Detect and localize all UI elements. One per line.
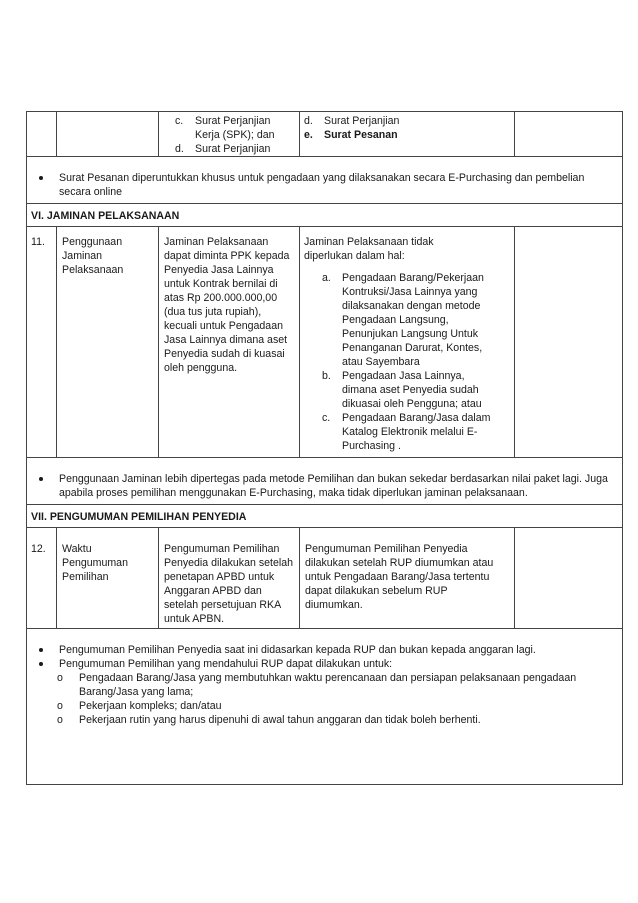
remarks-cell — [515, 528, 623, 629]
row-topic: Penggunaan Jaminan Pelaksanaan — [57, 227, 159, 458]
new-rule-intro: Jaminan Pelaksanaan tidak diperlukan dalam hal: — [304, 236, 434, 262]
sub-item: o Pengadaan Barang/Jasa yang membutuhkan waktu perencanaan dan persiapan pelaksanaan pengadaan Barang/Jasa yang lama; — [57, 672, 577, 698]
comparison-table — [26, 111, 623, 785]
bullet-icon — [39, 477, 43, 481]
list-item: c. Pengadaan Barang/Jasa dalam Katalog Elektronik melalui E-Purchasing . — [322, 412, 491, 452]
note-row — [27, 157, 623, 204]
bullet-icon — [39, 662, 43, 666]
section-header-row — [27, 505, 623, 528]
old-rule-text: Pengumuman Pemilihan Penyedia dilakukan setelah penetapan APBD untuk Anggaran APBD dan setelah persetujuan RKA untuk APBN. — [159, 528, 300, 629]
list-item: b. Pengadaan Jasa Lainnya, dimana aset Penyedia sudah dikuasai oleh Pengguna; atau — [322, 370, 482, 410]
row-number: 12. — [27, 528, 57, 629]
table-row — [27, 227, 623, 458]
note-item: Surat Pesanan diperuntukkan khusus untuk pengadaan yang dilaksanakan secara E-Purchasing dan pembelian secara online — [27, 171, 618, 199]
table-row — [27, 112, 623, 157]
table-row — [27, 528, 623, 629]
bullet-icon — [39, 648, 43, 652]
remarks-cell — [515, 227, 623, 458]
row-topic: Waktu Pengumuman Pemilihan — [57, 528, 159, 629]
section-header-row — [27, 204, 623, 227]
new-rule-text: Pengumuman Pemilihan Penyedia dilakukan setelah RUP diumumkan atau untuk Pengadaan Barang/Jasa tertentu dapat dilakukan sebelum RUP diumumkan. — [300, 528, 515, 629]
note-item: Pengumuman Pemilihan yang mendahului RUP dapat dilakukan untuk: — [27, 657, 618, 671]
note-item: Penggunaan Jaminan lebih dipertegas pada metode Pemilihan dan bukan sekedar berdasarkan nilai paket lagi. Juga apabila proses pemilihan menggunakan E-Purchasing, maka tidak diperlukan jaminan pelaksanaan. — [27, 472, 618, 500]
bullet-icon — [39, 176, 43, 180]
list-item: d. Surat Perjanjian — [304, 115, 400, 127]
old-rule-text: Jaminan Pelaksanaan dapat diminta PPK kepada Penyedia Jasa Lainnya untuk Kontrak bernilai di atas Rp 200.000.000,00 (dua tus juta rupiah), kecuali untuk Pengadaan Jasa Lainnya dimana aset Penyedia sudah di kuasai oleh pengguna. — [159, 227, 300, 458]
list-item: d. Surat Perjanjian — [175, 143, 271, 155]
remarks-cell — [515, 112, 623, 157]
note-row — [27, 629, 623, 785]
section-title: VII. PENGUMUMAN PEMILIHAN PENYEDIA — [27, 505, 623, 528]
sub-item: o Pekerjaan rutin yang harus dipenuhi di awal tahun anggaran dan tidak boleh berhenti. — [57, 714, 481, 726]
document-page — [26, 111, 622, 785]
old-rule-cell — [159, 112, 300, 157]
new-rule-cell — [300, 112, 515, 157]
section-title: VI. JAMINAN PELAKSANAAN — [27, 204, 623, 227]
note-row — [27, 458, 623, 505]
list-item: c. Surat Perjanjian Kerja (SPK); dan — [175, 115, 275, 141]
number-cell — [27, 112, 57, 157]
list-item: e. Surat Pesanan — [304, 129, 398, 141]
note-item: Pengumuman Pemilihan Penyedia saat ini didasarkan kepada RUP dan bukan kepada anggaran lagi. — [27, 643, 618, 657]
sub-item: o Pekerjaan kompleks; dan/atau — [57, 700, 222, 712]
row-number: 11. — [27, 227, 57, 458]
list-item: a. Pengadaan Barang/Pekerjaan Kontruksi/Jasa Lainnya yang dilaksanakan dengan metode Pengadaan Langsung, Penunjukan Langsung Untuk Penanganan Darurat, Kontes, atau Sayembara — [322, 272, 484, 368]
new-rule-cell — [300, 227, 515, 458]
topic-cell — [57, 112, 159, 157]
